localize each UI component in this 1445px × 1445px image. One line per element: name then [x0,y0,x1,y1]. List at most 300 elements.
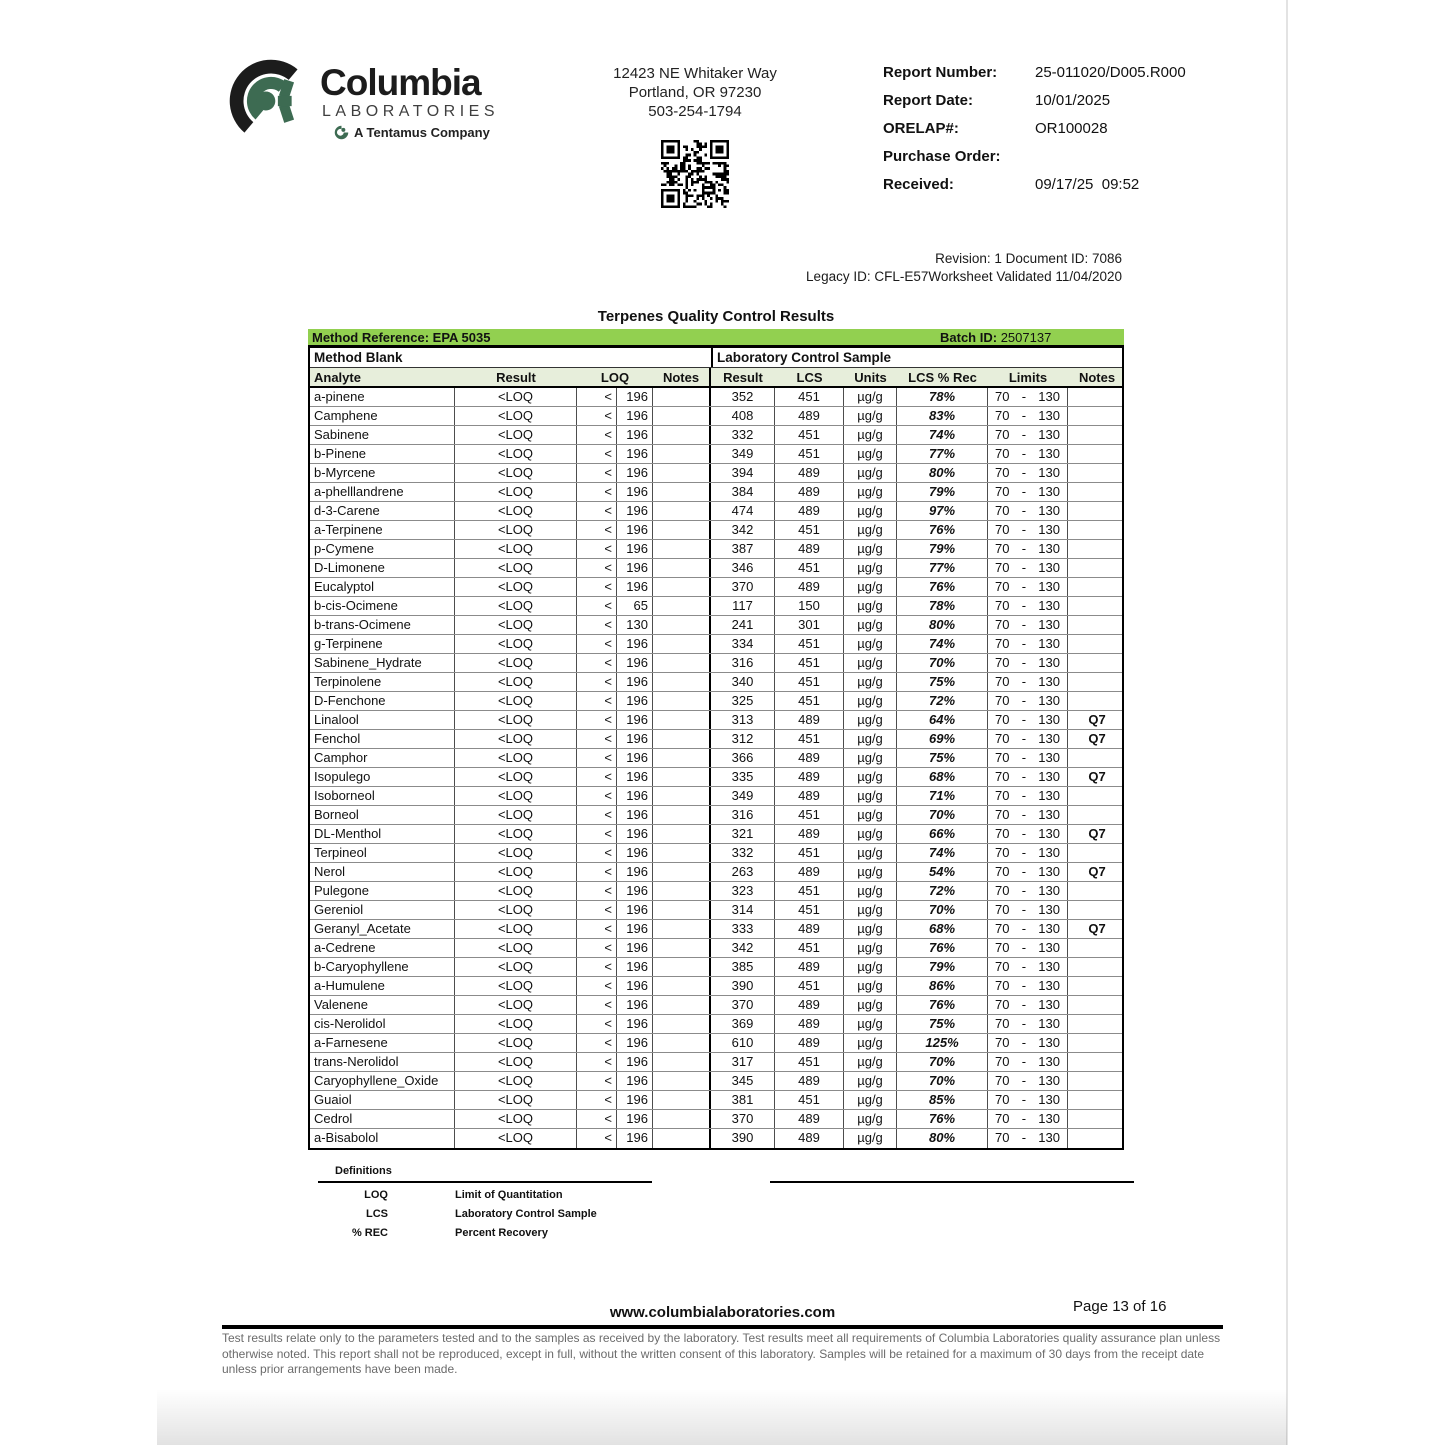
cell-loq-value: 196 [617,768,653,786]
cell-mb-notes [653,388,711,406]
cell-lcs: 489 [775,1110,844,1128]
cell-units: µg/g [844,502,897,520]
cell-lcs-result: 117 [711,597,775,615]
cell-loq-value: 196 [617,502,653,520]
cell-mb-notes [653,901,711,919]
cell-notes [1068,578,1126,596]
cell-notes [1068,996,1126,1014]
website-url: www.columbialaboratories.com [609,1304,836,1321]
cell-units: µg/g [844,996,897,1014]
cell-lcs-result: 332 [711,844,775,862]
cell-units: µg/g [844,407,897,425]
cell-lcs-rec: 77% [897,559,988,577]
cell-analyte: Sabinene [310,426,455,444]
cell-lcs: 451 [775,635,844,653]
table-row [310,654,1122,673]
cell-limits [988,806,1068,824]
cell-mb-result: <LOQ [455,958,577,976]
cell-mb-notes [653,673,711,691]
col-analyte: Analyte [314,370,361,385]
cell-mb-result: <LOQ [455,502,577,520]
limit-high: 130 [1038,997,1060,1012]
cell-loq-sign: < [577,692,617,710]
limit-high: 130 [1038,693,1060,708]
limit-dash: - [1021,921,1027,936]
cell-notes [1068,654,1126,672]
cell-lcs-rec: 72% [897,882,988,900]
limit-high: 130 [1038,579,1060,594]
cell-units: µg/g [844,521,897,539]
cell-lcs-rec: 80% [897,464,988,482]
cell-notes [1068,502,1126,520]
cell-lcs-rec: 76% [897,521,988,539]
cell-lcs-result: 408 [711,407,775,425]
logo-name: Columbia [320,62,481,103]
cell-loq-value: 196 [617,996,653,1014]
report-info [883,64,1213,204]
cell-lcs: 489 [775,920,844,938]
cell-analyte: D-Fenchone [310,692,455,710]
cell-units: µg/g [844,426,897,444]
cell-limits [988,559,1068,577]
section-method-blank: Method Blank [314,350,403,365]
cell-notes [1068,388,1126,406]
cell-loq-value: 196 [617,806,653,824]
table-row [310,901,1122,920]
cell-lcs: 150 [775,597,844,615]
table-row [310,1072,1122,1091]
limit-low: 70 [995,845,1010,860]
cell-lcs: 489 [775,407,844,425]
cell-analyte: D-Limonene [310,559,455,577]
cell-lcs-result: 366 [711,749,775,767]
cell-lcs-result: 333 [711,920,775,938]
limit-high: 130 [1038,769,1060,784]
cell-lcs: 451 [775,388,844,406]
cell-loq-sign: < [577,407,617,425]
cell-notes [1068,464,1126,482]
cell-lcs-result: 385 [711,958,775,976]
cell-lcs-result: 346 [711,559,775,577]
limit-high: 130 [1038,807,1060,822]
cell-notes [1068,1053,1126,1071]
cell-mb-result: <LOQ [455,692,577,710]
cell-units: µg/g [844,483,897,501]
table-row [310,939,1122,958]
column-header-row [310,368,1122,388]
cell-loq-value: 196 [617,673,653,691]
cell-loq-value: 196 [617,521,653,539]
cell-mb-result: <LOQ [455,673,577,691]
cell-mb-result: <LOQ [455,939,577,957]
limit-dash: - [1021,1073,1027,1088]
cell-loq-sign: < [577,806,617,824]
cell-mb-notes [653,749,711,767]
table-row [310,540,1122,559]
col-notes-2: Notes [1078,370,1116,385]
col-notes: Notes [653,368,711,387]
cell-units: µg/g [844,464,897,482]
limit-dash: - [1021,560,1027,575]
limit-low: 70 [995,389,1010,404]
cell-analyte: Sabinene_Hydrate [310,654,455,672]
cell-mb-result: <LOQ [455,654,577,672]
limit-dash: - [1021,788,1027,803]
cell-limits [988,1053,1068,1071]
cell-lcs-result: 390 [711,977,775,995]
cell-lcs-result: 312 [711,730,775,748]
cell-loq-value: 196 [617,1015,653,1033]
cell-lcs: 489 [775,502,844,520]
cell-units: µg/g [844,920,897,938]
cell-limits [988,1091,1068,1109]
cell-loq-sign: < [577,711,617,729]
cell-lcs-result: 263 [711,863,775,881]
cell-lcs-rec: 79% [897,540,988,558]
cell-lcs-result: 316 [711,806,775,824]
cell-lcs-result: 317 [711,1053,775,1071]
logo-tagline [334,125,499,140]
limit-dash: - [1021,1016,1027,1031]
cell-lcs-result: 340 [711,673,775,691]
cell-lcs: 489 [775,825,844,843]
cell-mb-notes [653,1091,711,1109]
table-row [310,1015,1122,1034]
cell-mb-notes [653,521,711,539]
cell-analyte: a-phelllandrene [310,483,455,501]
limit-dash: - [1021,750,1027,765]
cell-notes [1068,1091,1126,1109]
cell-mb-notes [653,920,711,938]
limit-dash: - [1021,731,1027,746]
col-units: Units [854,370,887,385]
cell-mb-notes [653,958,711,976]
cell-analyte: Isopulego [310,768,455,786]
cell-units: µg/g [844,711,897,729]
cell-mb-notes [653,882,711,900]
table-rows [310,388,1122,1148]
limit-low: 70 [995,864,1010,879]
limit-low: 70 [995,769,1010,784]
cell-lcs: 451 [775,654,844,672]
cell-mb-result: <LOQ [455,445,577,463]
cell-notes [1068,901,1126,919]
cell-lcs-rec: 75% [897,673,988,691]
limit-dash: - [1021,522,1027,537]
limit-high: 130 [1038,883,1060,898]
cell-lcs-rec: 85% [897,1091,988,1109]
logo-text [320,58,499,150]
limit-high: 130 [1038,636,1060,651]
cell-lcs-result: 313 [711,711,775,729]
cell-loq-value: 196 [617,407,653,425]
cell-lcs: 451 [775,806,844,824]
cell-lcs-rec: 76% [897,1110,988,1128]
definitions-label: Definitions [335,1165,392,1177]
cell-limits [988,388,1068,406]
cell-limits [988,597,1068,615]
limit-low: 70 [995,1035,1010,1050]
limit-dash: - [1021,978,1027,993]
cell-limits [988,711,1068,729]
cell-mb-result: <LOQ [455,977,577,995]
cell-lcs: 489 [775,483,844,501]
cell-lcs-rec: 79% [897,483,988,501]
limit-low: 70 [995,826,1010,841]
method-reference: Method Reference: EPA 5035 [312,329,491,345]
cell-loq-value: 196 [617,445,653,463]
limit-low: 70 [995,484,1010,499]
address-line2: Portland, OR 97230 [628,84,762,101]
cell-loq-sign: < [577,1072,617,1090]
definition-item [318,1208,1134,1227]
cell-mb-result: <LOQ [455,806,577,824]
cell-analyte: d-3-Carene [310,502,455,520]
section-lcs: Laboratory Control Sample [711,348,1126,367]
limit-dash: - [1021,655,1027,670]
limit-high: 130 [1038,845,1060,860]
limit-low: 70 [995,465,1010,480]
cell-notes [1068,426,1126,444]
cell-mb-result: <LOQ [455,388,577,406]
cell-units: µg/g [844,768,897,786]
cell-notes [1068,977,1126,995]
cell-analyte: b-Myrcene [310,464,455,482]
limit-high: 130 [1038,674,1060,689]
cell-analyte: Eucalyptol [310,578,455,596]
table-row [310,787,1122,806]
cell-lcs-rec: 83% [897,407,988,425]
cell-units: µg/g [844,958,897,976]
cell-lcs-result: 314 [711,901,775,919]
cell-analyte: p-Cymene [310,540,455,558]
cell-lcs-rec: 74% [897,635,988,653]
cell-lcs-rec: 66% [897,825,988,843]
cell-lcs-rec: 86% [897,977,988,995]
cell-analyte: trans-Nerolidol [310,1053,455,1071]
limit-dash: - [1021,446,1027,461]
cell-lcs: 489 [775,749,844,767]
limit-low: 70 [995,978,1010,993]
cell-limits [988,426,1068,444]
cell-mb-notes [653,711,711,729]
columbia-logo-icon [228,58,314,144]
cell-mb-result: <LOQ [455,635,577,653]
limit-low: 70 [995,883,1010,898]
cell-units: µg/g [844,654,897,672]
limit-high: 130 [1038,503,1060,518]
table-row [310,407,1122,426]
cell-lcs-result: 352 [711,388,775,406]
cell-loq-value: 196 [617,1129,653,1148]
cell-mb-result: <LOQ [455,1129,577,1148]
definition-item [318,1227,1134,1246]
cell-loq-sign: < [577,483,617,501]
logo-subtitle: LABORATORIES [322,103,499,120]
cell-lcs: 451 [775,844,844,862]
cell-loq-value: 196 [617,939,653,957]
cell-mb-notes [653,844,711,862]
cell-analyte: b-Caryophyllene [310,958,455,976]
cell-loq-value: 196 [617,958,653,976]
cell-mb-result: <LOQ [455,407,577,425]
table-row [310,483,1122,502]
cell-analyte: Valenene [310,996,455,1014]
cell-lcs: 451 [775,882,844,900]
cell-lcs: 451 [775,901,844,919]
report-field-value: 25-011020/D005.R000 [1035,64,1186,81]
cell-lcs: 451 [775,1091,844,1109]
cell-mb-notes [653,1034,711,1052]
page-right-edge [1286,0,1288,1445]
cell-mb-result: <LOQ [455,863,577,881]
limit-low: 70 [995,446,1010,461]
cell-lcs-result: 342 [711,939,775,957]
cell-lcs: 451 [775,445,844,463]
limit-dash: - [1021,883,1027,898]
cell-mb-notes [653,977,711,995]
cell-mb-result: <LOQ [455,521,577,539]
cell-limits [988,1129,1068,1148]
cell-lcs: 451 [775,1053,844,1071]
cell-lcs-result: 323 [711,882,775,900]
cell-notes: Q7 [1088,769,1106,784]
limit-low: 70 [995,1092,1010,1107]
cell-units: µg/g [844,692,897,710]
limit-dash: - [1021,1035,1027,1050]
cell-lcs-result: 390 [711,1129,775,1148]
cell-mb-notes [653,806,711,824]
report-field [883,92,1213,120]
definition-desc: Laboratory Control Sample [455,1208,597,1220]
table-row [310,673,1122,692]
cell-notes [1068,958,1126,976]
cell-loq-value: 196 [617,1034,653,1052]
cell-mb-result: <LOQ [455,1072,577,1090]
cell-loq-sign: < [577,787,617,805]
cell-lcs-result: 335 [711,768,775,786]
limit-dash: - [1021,826,1027,841]
cell-units: µg/g [844,901,897,919]
limit-high: 130 [1038,1092,1060,1107]
lab-address [570,64,820,121]
table-row [310,844,1122,863]
table-row [310,730,1122,749]
table-row [310,1091,1122,1110]
cell-units: µg/g [844,1034,897,1052]
cell-mb-notes [653,616,711,634]
revision-info [640,250,1122,285]
cell-units: µg/g [844,844,897,862]
cell-limits [988,1015,1068,1033]
cell-lcs-result: 325 [711,692,775,710]
cell-mb-notes [653,730,711,748]
cell-lcs-result: 316 [711,654,775,672]
report-field [883,120,1213,148]
limit-low: 70 [995,503,1010,518]
limit-high: 130 [1038,522,1060,537]
limit-low: 70 [995,560,1010,575]
cell-notes: Q7 [1088,864,1106,879]
cell-loq-value: 196 [617,711,653,729]
limit-low: 70 [995,940,1010,955]
limit-high: 130 [1038,921,1060,936]
cell-units: µg/g [844,597,897,615]
limit-high: 130 [1038,1130,1060,1145]
definition-desc: Percent Recovery [455,1227,548,1239]
definition-abbr: LOQ [364,1189,388,1201]
cell-analyte: g-Terpinene [310,635,455,653]
page-number: Page 13 of 16 [1073,1298,1167,1315]
cell-notes [1068,540,1126,558]
cell-limits [988,939,1068,957]
cell-mb-notes [653,635,711,653]
limit-high: 130 [1038,864,1060,879]
cell-notes [1068,939,1126,957]
cell-loq-sign: < [577,464,617,482]
cell-lcs: 489 [775,1072,844,1090]
cell-units: µg/g [844,806,897,824]
table-row [310,749,1122,768]
table-row [310,464,1122,483]
definition-item [318,1189,1134,1208]
limit-low: 70 [995,712,1010,727]
limit-high: 130 [1038,484,1060,499]
cell-mb-notes [653,578,711,596]
cell-lcs: 489 [775,711,844,729]
cell-lcs: 451 [775,673,844,691]
cell-mb-notes [653,483,711,501]
cell-mb-notes [653,1072,711,1090]
revision-line: Revision: 1 Document ID: 7086 [935,251,1122,266]
cell-lcs-rec: 54% [897,863,988,881]
address-line3: 503-254-1794 [648,103,742,120]
cell-limits [988,445,1068,463]
cell-notes [1068,1015,1126,1033]
qc-results-table [308,308,1124,1150]
cell-units: µg/g [844,863,897,881]
table-row [310,578,1122,597]
cell-notes [1068,882,1126,900]
cell-loq-sign: < [577,540,617,558]
cell-mb-result: <LOQ [455,578,577,596]
limit-dash: - [1021,503,1027,518]
cell-analyte: DL-Menthol [310,825,455,843]
limit-high: 130 [1038,408,1060,423]
cell-lcs-rec: 68% [897,920,988,938]
cell-mb-result: <LOQ [455,920,577,938]
cell-lcs: 451 [775,730,844,748]
cell-mb-result: <LOQ [455,787,577,805]
col-result: Result [496,370,536,385]
cell-lcs-result: 342 [711,521,775,539]
cell-loq-value: 65 [617,597,653,615]
cell-mb-notes [653,1053,711,1071]
cell-loq-value: 196 [617,692,653,710]
cell-mb-result: <LOQ [455,844,577,862]
table-row [310,863,1122,882]
cell-lcs-result: 370 [711,1110,775,1128]
limit-high: 130 [1038,598,1060,613]
cell-lcs: 489 [775,863,844,881]
cell-analyte: a-Cedrene [310,939,455,957]
cell-mb-result: <LOQ [455,597,577,615]
limit-dash: - [1021,484,1027,499]
report-field-label: Received: [883,176,954,193]
cell-lcs-rec: 72% [897,692,988,710]
limit-dash: - [1021,959,1027,974]
table-row [310,806,1122,825]
